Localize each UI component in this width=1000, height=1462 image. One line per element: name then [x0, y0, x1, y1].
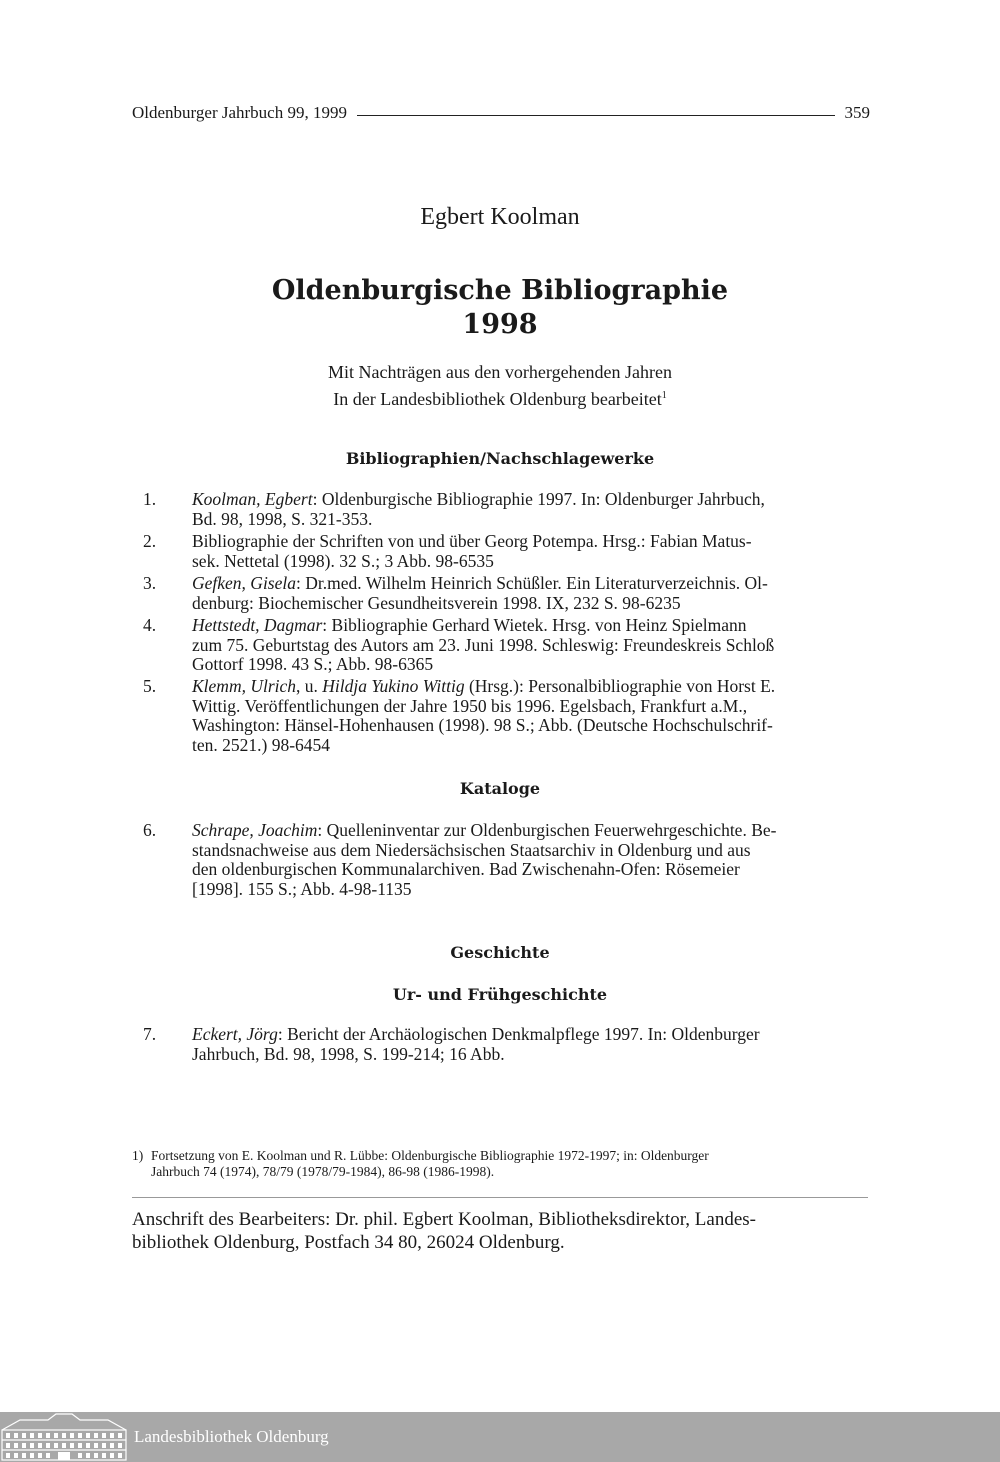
section-heading-kataloge: Kataloge — [459, 779, 541, 798]
subtitle-line-2: In der Landesbibliothek Oldenburg bearbeitet$^1$ — [333, 389, 667, 409]
entry-text: Klemm, Ulrich, u. Hildja Yukino Wittig (Hrsg.): Personalbibliographie von Horst E. Wittig. Veröffentlichungen der Jahre 1950 bis 1996. Egelsbach, Frankfurt a.M., Washington: Hänsel-Hohenhausen (1998). 98 S.; Abb. (Deutsche Hochschulschrif- ten. 2521.) 98-6454 — [192, 676, 776, 755]
footnote-marker: 1) — [132, 1148, 144, 1163]
entry-text: Hettstedt, Dagmar: Bibliographie Gerhard Wietek. Hrsg. von Heinz Spielmann zum 75. Geburtstag des Autors am 23. Juni 1998. Schleswig: Freundeskreis Schloß Gottorf 1998. 43 S.; Abb. 98-6365 — [192, 615, 775, 674]
footnote-reference: 1 — [661, 390, 667, 401]
article-subtitle — [0, 360, 1000, 411]
entry-author: Hettstedt, Dagmar — [192, 615, 323, 635]
entry-number: 3. — [143, 573, 157, 593]
page-number: 359 — [844, 103, 870, 122]
library-footer-band — [0, 1412, 1000, 1462]
subtitle-line-1: Mit Nachträgen aus den vorhergehenden Jahren — [327, 362, 673, 382]
library-building-icon — [0, 1412, 130, 1462]
title-line-1: Oldenburgische Bibliographie — [271, 275, 729, 306]
article-title — [0, 274, 1000, 342]
journal-title: Oldenburger Jahrbuch 99, 1999 — [132, 103, 347, 122]
section-heading-geschichte: Geschichte — [450, 943, 550, 962]
entry-author: Koolman, Egbert — [192, 489, 313, 509]
title-line-2: 1998 — [462, 309, 538, 340]
entry-text: Schrape, Joachim: Quelleninventar zur Oldenburgischen Feuerwehrgeschichte. Be- standsnachweise aus dem Niedersächsischen Staatsarchiv in Oldenburg und aus den oldenburgischen Kommunalarchiven. Bad Zwischenahn-Ofen: Rösemeier [1998]. 155 S.; Abb. 4-98-1135 — [192, 820, 777, 899]
entry-author: Gefken, Gisela — [192, 573, 296, 593]
running-header — [132, 103, 870, 123]
entry-number: 4. — [143, 615, 157, 635]
entry-author: Klemm, Ulrich — [192, 676, 297, 696]
footnote-text: Fortsetzung von E. Koolman und R. Lübbe: Oldenburgische Bibliographie 1972-1997; in: Oldenburger Jahrbuch 74 (1974), 78/79 (1978/79-1984), 86-98 (1986-1998). — [151, 1148, 709, 1179]
entry-text: Eckert, Jörg: Bericht der Archäologischen Denkmalpflege 1997. In: Oldenburger Jahrbuch, Bd. 98, 1998, S. 199-214; 16 Abb. — [192, 1024, 760, 1064]
entry-author: Schrape, Joachim — [192, 820, 318, 840]
editor-address: Anschrift des Bearbeiters: Dr. phil. Egbert Koolman, Bibliotheksdirektor, Landes- bibliothek Oldenburg, Postfach 34 80, 26024 Oldenburg. — [132, 1209, 756, 1253]
entry-author: Eckert, Jörg — [192, 1024, 278, 1044]
entry-number: 2. — [143, 531, 157, 551]
article-author: Egbert Koolman — [420, 204, 580, 230]
footnote-rule — [132, 1197, 868, 1198]
header-rule — [357, 115, 835, 116]
entry-text: Koolman, Egbert: Oldenburgische Bibliographie 1997. In: Oldenburger Jahrbuch, Bd. 98, 1998, S. 321-353. — [192, 489, 765, 529]
entry-number: 5. — [143, 676, 157, 696]
entry-number: 7. — [143, 1024, 157, 1044]
entry-text: Gefken, Gisela: Dr.med. Wilhelm Heinrich Schüßler. Ein Literaturverzeichnis. Ol- denburg: Biochemischer Gesundheitsverein 1998. IX, 232 S. 98-6235 — [192, 573, 768, 613]
section-heading-urgeschichte: Ur- und Frühgeschichte — [392, 985, 608, 1004]
library-name: Landesbibliothek Oldenburg — [134, 1427, 329, 1446]
section-heading-bibliographien: Bibliographien/Nachschlagewerke — [345, 449, 655, 468]
entry-author-2: Hildja Yukino Wittig — [322, 676, 465, 696]
entry-number: 6. — [143, 820, 157, 840]
entry-number: 1. — [143, 489, 157, 509]
entry-text: Bibliographie der Schriften von und über Georg Potempa. Hrsg.: Fabian Matus- sek. Nettetal (1998). 32 S.; 3 Abb. 98-6535 — [192, 531, 752, 571]
